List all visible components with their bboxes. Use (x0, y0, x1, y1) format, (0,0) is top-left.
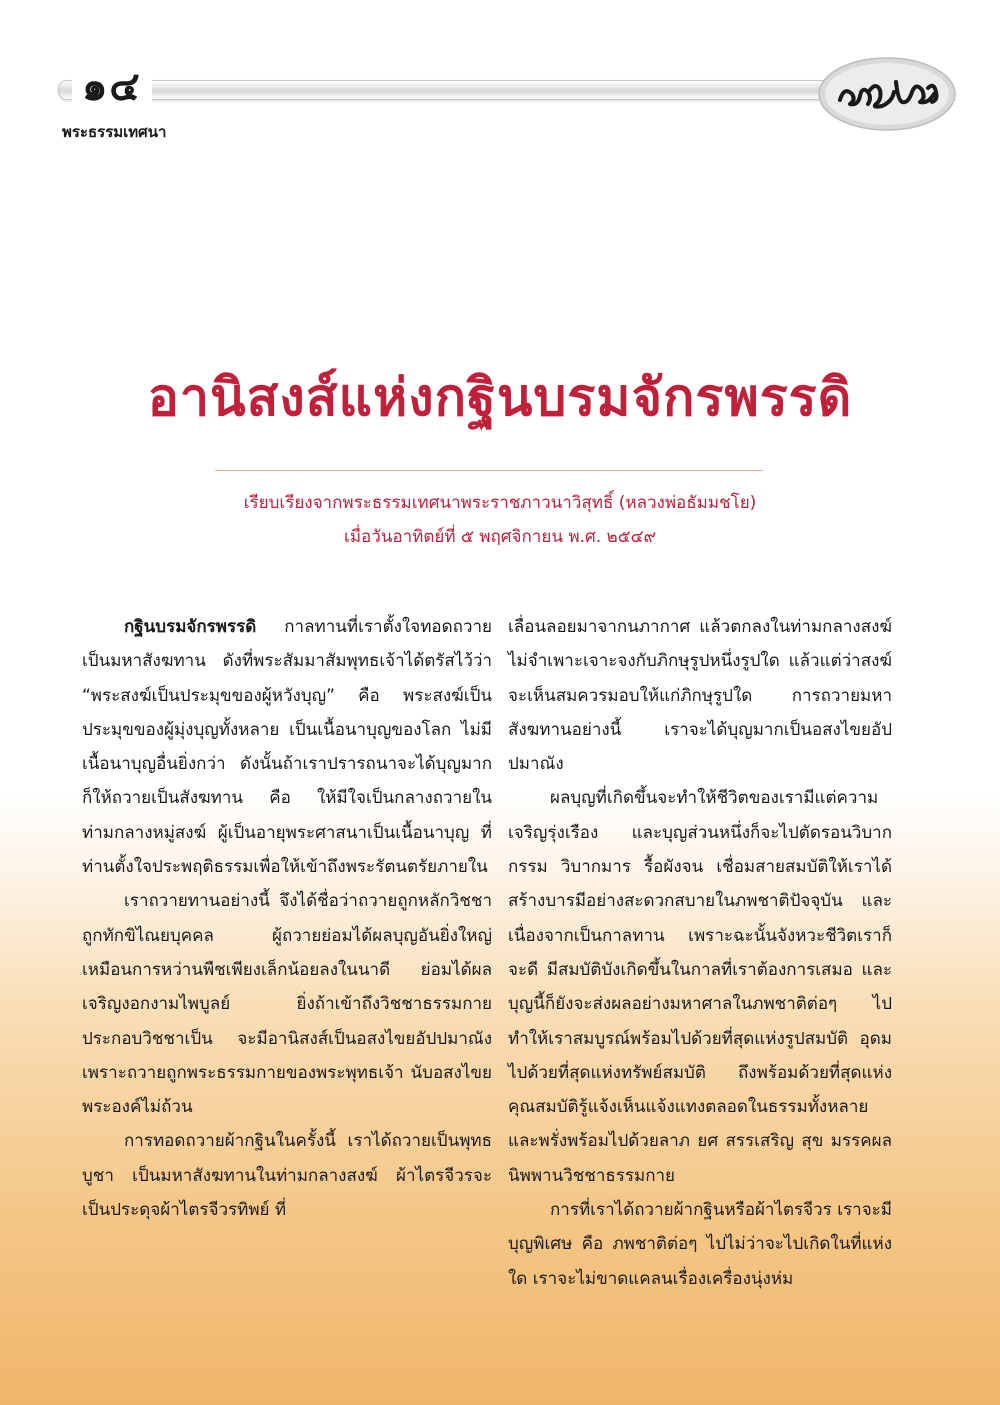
paragraph: ผลบุญที่เกิดขึ้นจะทำให้ชีวิตของเรามีแต่ความเจริญรุ่งเรือง และบุญส่วนหนึ่งก็จะไปตัดรอนวิบากกรรม วิบากมาร รื้อผังจน เชื่อมสายสมบัติให้เราได้สร้างบารมีอย่างสะดวกสบายในภพชาติปัจจุบัน และเนื่องจากเป็นกาลทาน เพราะฉะนั้นจังหวะชีวิตเราก็จะดี มีสมบัติบังเกิดขึ้นในกาลที่เราต้องการเสมอ และบุญนี้ก็ยังจะส่งผลอย่างมหาศาลในภพชาติต่อๆ ไป ทำให้เราสมบูรณ์พร้อมไปด้วยที่สุดแห่งรูปสมบัติ อุดมไปด้วยที่สุดแห่งทรัพย์สมบัติ ถึงพร้อมด้วยที่สุดแห่งคุณสมบัติรู้แจ้งเห็นแจ้งแทงตลอดในธรรมทั้งหลาย และพรั่งพร้อมไปด้วยลาภ ยศ สรรเสริญ สุข มรรคผลนิพพานวิชชาธรรมกาย (508, 788, 892, 1186)
section-label: พระธรรมเทศนา (62, 123, 167, 141)
paragraph: การทอดถวายผ้ากฐินในครั้งนี้ เราได้ถวายเป็นพุทธบูชา เป็นมหาสังฆทานในท่ามกลางสงฆ์ ผ้าไตรจีวรจะเป็นประดุจผ้าไตรจีวรทิพย์ ที่ (82, 1131, 492, 1221)
header-bar (58, 80, 902, 100)
byline-date: เมื่อวันอาทิตย์ที่ ๕ พฤศจิกายน พ.ศ. ๒๕๔๙ (344, 527, 656, 547)
calligraphy-logo-icon (812, 52, 962, 136)
left-column (82, 610, 492, 1227)
byline-source: เรียบเรียงจากพระธรรมเทศนาพระราชภาวนาวิสุทธิ์ (หลวงพ่อธัมมชโย) (243, 493, 757, 513)
right-column (508, 610, 892, 1296)
paragraph: เลื่อนลอยมาจากนภากาศ แล้วตกลงในท่ามกลางสงฆ์ ไม่จำเพาะเจาะจงกับภิกษุรูปหนึ่งรูปใด แล้วแต่ว่าสงฆ์จะเห็นสมควรมอบให้แก่ภิกษุรูปใด การถวายมหาสังฆทานอย่างนี้ เราจะได้บุญมากเป็นอสงไขยอัปปมาณัง (508, 617, 892, 775)
paragraph-text: กาลทานที่เราตั้งใจทอดถวายเป็นมหาสังฆทาน ดังที่พระสัมมาสัมพุทธเจ้าได้ตรัสไว้ว่า “พระสงฆ์เป็นประมุขของผู้หวังบุญ” คือ พระสงฆ์เป็นประมุขของผู้มุ่งบุญทั้งหลาย เป็นเนื้อนาบุญของโลก ไม่มีเนื้อนาบุญอื่นยิ่งกว่า ดังนั้นถ้าเราปรารถนาจะได้บุญมาก ก็ให้ถวายเป็นสังฆทาน คือ ให้มีใจเป็นกลางถวายในท่ามกลางหมู่สงฆ์ ผู้เป็นอายุพระศาสนาเป็นเนื้อนาบุญ ที่ท่านตั้งใจประพฤติธรรมเพื่อให้เข้าถึงพระรัตนตรัยภายใน (82, 617, 492, 878)
article-title: อานิสงส์แห่งกฐินบรมจักรพรรดิ (147, 367, 853, 428)
paragraph: เราถวายทานอย่างนี้ จึงได้ชื่อว่าถวายถูกหลักวิชชา ถูกทักขิไณยบุคคล ผู้ถวายย่อมได้ผลบุญอันยิ่งใหญ่ เหมือนการหว่านพืชเพียงเล็กน้อยลงในนาดี ย่อมได้ผลเจริญงอกงามไพบูลย์ ยิ่งถ้าเข้าถึงวิชชาธรรมกาย ประกอบวิชชาเป็น จะมีอานิสงส์เป็นอสงไขยอัปปมาณัง เพราะถวายถูกพระธรรมกายของพระพุทธเจ้า นับอสงไขยพระองค์ไม่ถ้วน (82, 891, 492, 1118)
title-divider (215, 470, 763, 471)
lead-term: กฐินบรมจักรพรรดิ (124, 617, 257, 637)
paragraph (82, 610, 492, 884)
paragraph: การที่เราได้ถวายผ้ากฐินหรือผ้าไตรจีวร เราจะมีบุญพิเศษ คือ ภพชาติต่อๆ ไปไม่ว่าจะไปเกิดในที่แห่งใด เราจะไม่ขาดแคลนเรื่องเครื่องนุ่งห่ม (508, 1200, 893, 1289)
page-number: ๑๔ (72, 54, 152, 118)
article-byline (140, 486, 860, 554)
